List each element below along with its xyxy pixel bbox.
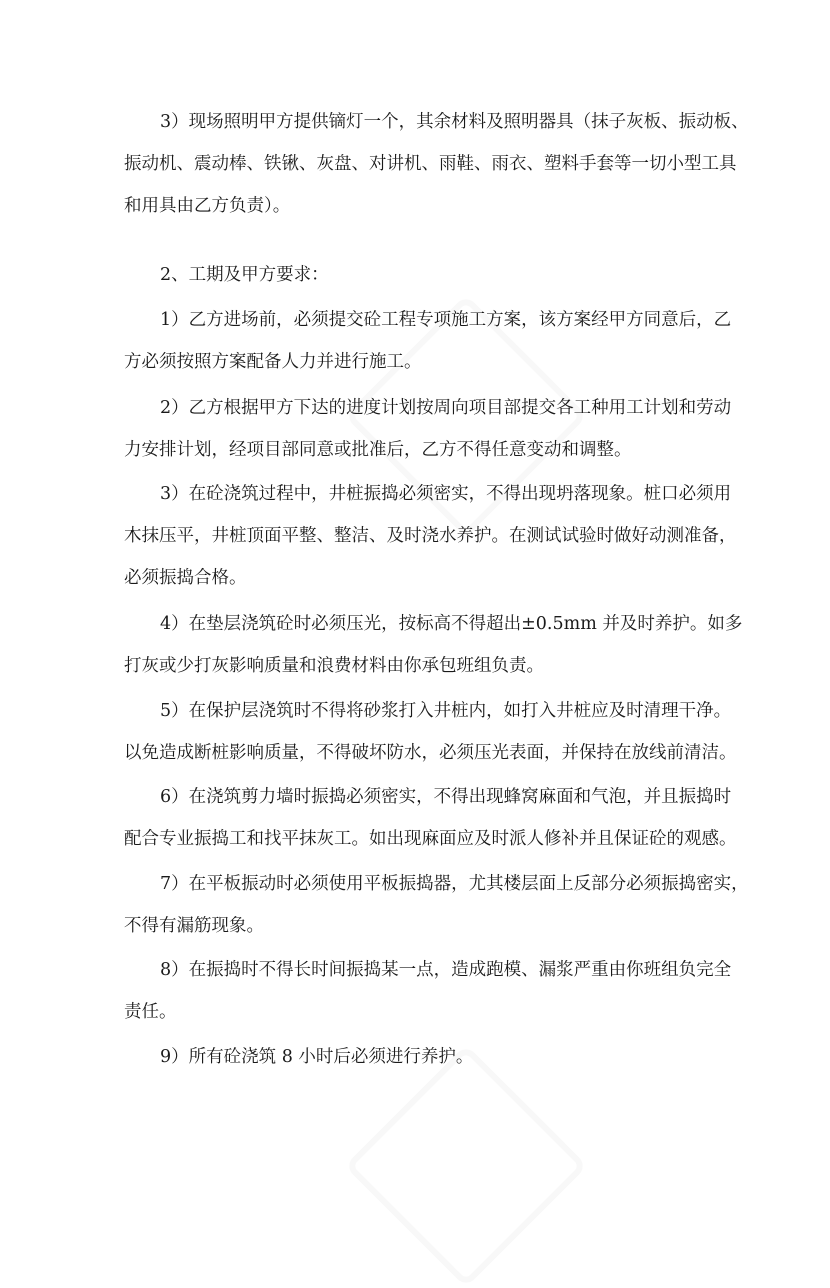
text-line: 1）乙方进场前，必须提交砼工程专项施工方案，该方案经甲方同意后，乙	[160, 310, 732, 330]
watermark-mark-lower	[344, 1044, 587, 1287]
paragraph-requirement-4	[124, 603, 743, 687]
paragraph-requirement-6	[124, 776, 737, 860]
text-line: 6）在浇筑剪力墙时振捣必须密实，不得出现蜂窝麻面和气泡，并且振捣时	[160, 787, 732, 807]
paragraph-lighting	[124, 101, 749, 227]
text-line: 责任。	[124, 1002, 177, 1022]
text-line: 8）在振捣时不得长时间振捣某一点，造成跑模、漏浆严重由你班组负完全	[160, 960, 732, 980]
paragraph-requirement-1	[124, 299, 732, 383]
text-line: 4）在垫层浇筑砼时必须压光，按标高不得超出±0.5mm 并及时养护。如多	[160, 614, 743, 634]
text-line: 不得有漏筋现象。	[124, 916, 264, 936]
paragraph-requirement-5	[124, 690, 737, 774]
text-line: 力安排计划，经项目部同意或批准后，乙方不得任意变动和调整。	[124, 440, 632, 460]
text-line: 2）乙方根据甲方下达的进度计划按周向项目部提交各工种用工计划和劳动	[160, 398, 732, 418]
text-line: 打灰或少打灰影响质量和浪费材料由你承包班组负责。	[124, 656, 544, 676]
paragraph-requirement-7	[124, 863, 749, 947]
paragraph-requirement-9	[124, 1036, 709, 1078]
text-line: 以免造成断桩影响质量，不得破坏防水，必须压光表面，并保持在放线前清洁。	[124, 743, 737, 763]
section-heading	[124, 254, 709, 296]
text-line: 必须振捣合格。	[124, 568, 247, 588]
text-line: 方必须按照方案配备人力并进行施工。	[124, 352, 422, 372]
text-line: 配合专业振捣工和找平抹灰工。如出现麻面应及时派人修补并且保证砼的观感。	[124, 829, 737, 849]
text-line: 2、工期及甲方要求：	[160, 265, 329, 285]
text-line: 3）在砼浇筑过程中，井桩振捣必须密实，不得出现坍落现象。桩口必须用	[160, 484, 732, 504]
text-line: 5）在保护层浇筑时不得将砂浆打入井桩内，如打入井桩应及时清理干净。	[160, 701, 732, 721]
paragraph-requirement-2	[124, 387, 732, 471]
text-line: 木抹压平，井桩顶面平整、整洁、及时浇水养护。在测试试验时做好动测准备，	[124, 526, 737, 546]
text-line: 7）在平板振动时必须使用平板振捣器，尤其楼层面上反部分必须振捣密实，	[160, 874, 749, 894]
paragraph-requirement-8	[124, 949, 732, 1033]
text-line: 振动机、震动棒、铁锹、灰盘、对讲机、雨鞋、雨衣、塑料手套等一切小型工具	[124, 154, 737, 174]
paragraph-requirement-3	[124, 473, 737, 599]
text-line: 9）所有砼浇筑 8 小时后必须进行养护。	[160, 1047, 474, 1067]
text-line: 3）现场照明甲方提供镝灯一个，其余材料及照明器具（抹子灰板、振动板、	[160, 112, 749, 132]
text-line: 和用具由乙方负责）。	[124, 196, 291, 216]
